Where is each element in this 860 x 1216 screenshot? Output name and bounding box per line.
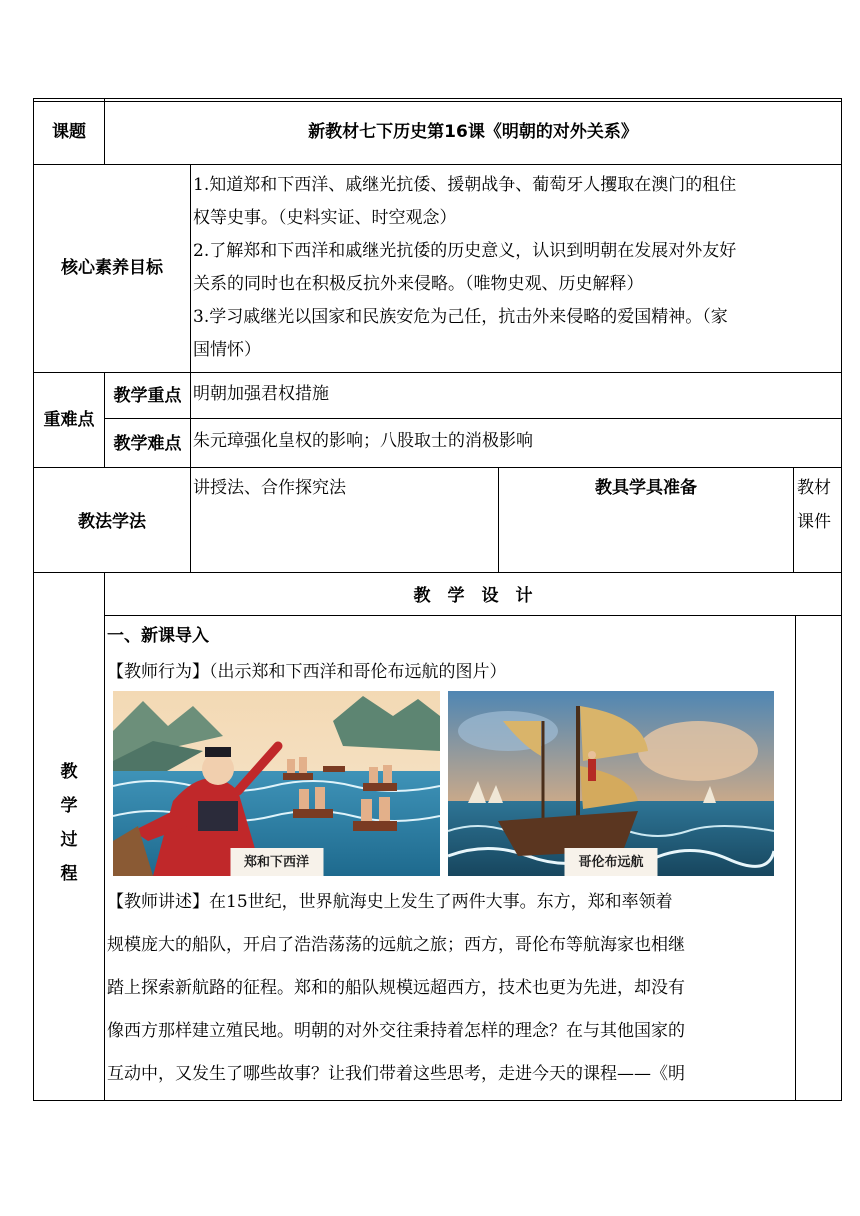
- method-value: 讲授法、合作探究法: [193, 478, 346, 498]
- lecture-line: 规模庞大的船队，开启了浩浩荡荡的远航之旅；西方，哥伦布等航海家也相继: [107, 935, 685, 955]
- process-label: [34, 755, 104, 891]
- table-border-top-inner: [33, 101, 842, 102]
- section-heading: 一、新课导入: [107, 626, 209, 646]
- core-goal-line: 3.学习戚继光以国家和民族安危为己任，抗击外来侵略的爱国精神。（家: [193, 307, 728, 327]
- col-line-method-c: [793, 467, 794, 573]
- image-caption: 郑和下西洋: [230, 848, 323, 876]
- row-line-4: [33, 467, 842, 468]
- tools-line: 课件: [797, 512, 831, 532]
- difficulty-label: 重难点: [43, 410, 95, 430]
- col-line-core: [190, 164, 191, 373]
- design-title: 教 学 设 计: [413, 586, 533, 606]
- lecture-line: 踏上探索新航路的征程。郑和的船队规模远超西方，技术也更为先进，却没有: [107, 978, 685, 998]
- process-label-char: 程: [60, 864, 78, 884]
- col-line-method-a: [190, 467, 191, 573]
- tools-line: 教材: [797, 478, 831, 498]
- process-label-char: 学: [60, 796, 78, 816]
- process-label-char: 教: [60, 762, 78, 782]
- row-line-2: [33, 372, 842, 373]
- col-line-process-right: [795, 615, 796, 1101]
- hard-point-value: 朱元璋强化皇权的影响；八股取士的消极影响: [193, 431, 533, 451]
- table-border-right: [841, 98, 842, 1101]
- core-goal-line: 国情怀）: [193, 340, 261, 360]
- core-goals-label: 核心素养目标: [61, 258, 163, 278]
- core-goal-line: 关系的同时也在积极反抗外来侵略。（唯物史观、历史解释）: [193, 274, 644, 294]
- lecture-line: 【教师讲述】在15世纪，世界航海史上发生了两件大事。东方，郑和率领着: [107, 892, 673, 912]
- table-border-top: [33, 98, 842, 99]
- row-line-3: [104, 418, 842, 419]
- page-title: 新教材七下历史第16课《明朝的对外关系》: [308, 122, 638, 142]
- col-line-diff-b: [190, 372, 191, 468]
- table-border-left: [33, 98, 34, 1101]
- key-point-value: 明朝加强君权措施: [193, 384, 329, 404]
- process-label-char: 过: [60, 830, 78, 850]
- core-goal-line: 权等史事。（史料实证、时空观念）: [193, 208, 457, 228]
- core-goals-text: [193, 169, 841, 367]
- lecture-line: 互动中，又发生了哪些故事？让我们带着这些思考，走进今天的课程——《明: [107, 1064, 685, 1084]
- teacher-lecture: [107, 881, 793, 1096]
- col-line-process: [104, 572, 105, 1101]
- lecture-line: 像西方那样建立殖民地。明朝的对外交往秉持着怎样的理念？在与其他国家的: [107, 1021, 685, 1041]
- table-border-bottom: [33, 1100, 842, 1101]
- core-goal-line: 1.知道郑和下西洋、戚继光抗倭、援朝战争、葡萄牙人攫取在澳门的租住: [193, 175, 737, 195]
- image-caption: 哥伦布远航: [564, 848, 657, 876]
- key-point-label: 教学重点: [113, 386, 182, 406]
- topic-label: 课题: [52, 122, 86, 142]
- tools-label: 教具学具准备: [595, 478, 697, 498]
- hard-point-label: 教学难点: [113, 434, 182, 454]
- method-label: 教法学法: [78, 512, 146, 532]
- row-line-5: [33, 572, 842, 573]
- row-line-6: [104, 615, 842, 616]
- core-goal-line: 2.了解郑和下西洋和戚继光抗倭的历史意义，认识到明朝在发展对外友好: [193, 241, 737, 261]
- zhenghe-voyage-image: [113, 691, 440, 876]
- teacher-action: 【教师行为】（出示郑和下西洋和哥伦布远航的图片）: [107, 662, 507, 682]
- row-line-1: [33, 164, 842, 165]
- columbus-voyage-image: [448, 691, 774, 876]
